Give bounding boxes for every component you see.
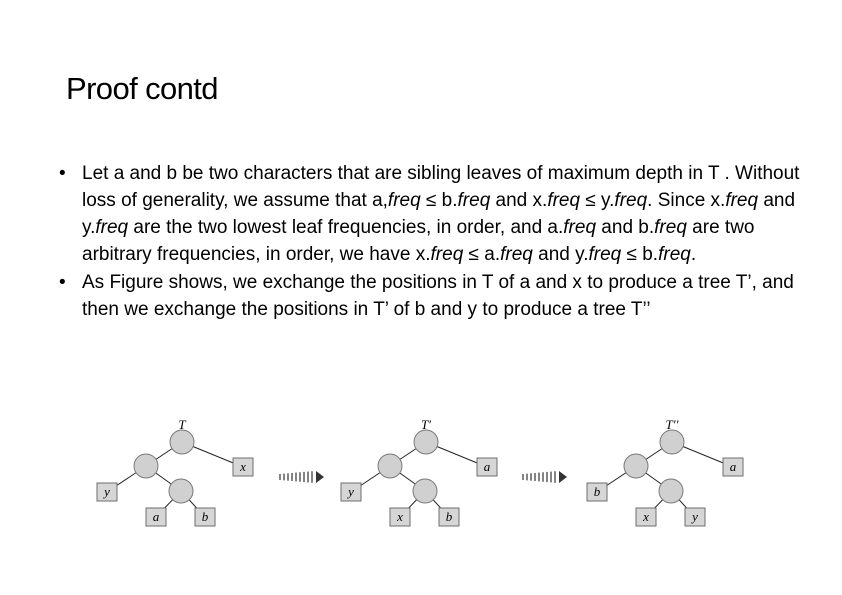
bullet-item-1 — [57, 160, 817, 268]
italic-run: freq — [563, 217, 597, 238]
italic-run: freq — [658, 244, 691, 265]
bullet-dot: • — [59, 272, 66, 293]
tree-name: T′′ — [665, 417, 679, 432]
internal-node — [378, 454, 402, 478]
leaf-label: y — [348, 484, 354, 499]
text-run: Let a and b be two characters that are sibling leaves of maximum depth in T . Without loss of generality, we assume that a, — [82, 163, 800, 211]
internal-node — [134, 454, 158, 478]
text-run: and b. — [596, 217, 655, 238]
internal-node — [659, 479, 683, 503]
text-run: ≤ b. — [621, 244, 659, 265]
text-run: and x. — [490, 190, 548, 211]
text-run: . Since x. — [647, 190, 726, 211]
leaf-label: x — [397, 509, 403, 524]
leaf-label: x — [643, 509, 649, 524]
leaf-label: b — [201, 509, 209, 524]
slide-title: Proof contd — [66, 71, 218, 106]
bullet-list — [57, 160, 817, 324]
leaf-label: x — [240, 459, 246, 474]
text-run: ≤ b. — [420, 190, 458, 211]
leaf-label: b — [445, 509, 453, 524]
italic-run: freq — [588, 244, 622, 265]
bullet-text-2 — [82, 272, 794, 320]
bullet-text-1 — [82, 163, 799, 265]
internal-node — [660, 430, 684, 454]
internal-node — [169, 479, 193, 503]
italic-run: freq — [430, 244, 464, 265]
internal-node — [413, 479, 437, 503]
tree-diagram — [90, 415, 760, 535]
text-run: ≤ a. — [463, 244, 501, 265]
italic-run: freq — [95, 217, 129, 238]
italic-run: freq — [500, 244, 533, 265]
tree-exchange-figure — [90, 415, 760, 535]
tree-name: T′ — [420, 417, 432, 432]
internal-node — [414, 430, 438, 454]
internal-node — [624, 454, 648, 478]
text-run: are the two lowest leaf frequencies, in order, and a. — [128, 217, 564, 238]
leaf-label: a — [729, 459, 737, 474]
internal-node — [170, 430, 194, 454]
tree-name: T — [178, 417, 186, 432]
italic-run: freq — [725, 190, 759, 211]
italic-run: freq — [614, 190, 648, 211]
leaf-label: y — [104, 484, 110, 499]
italic-run: freq — [547, 190, 581, 211]
italic-run: freq — [457, 190, 491, 211]
exchange-arrow-icon — [280, 471, 324, 483]
text-run: and y. — [82, 190, 796, 238]
text-run: As Figure shows, we exchange the positions in T of a and x to produce a tree T’, and then we exchange the positions in T’ of b and y to produce a tree T’’ — [82, 272, 794, 320]
text-run: ≤ y. — [580, 190, 615, 211]
italic-run: freq — [387, 190, 421, 211]
arrow-head — [316, 471, 324, 483]
leaf-label: y — [692, 509, 698, 524]
exchange-arrow-icon — [523, 471, 567, 483]
leaf-label: b — [593, 484, 601, 499]
bullet-item-2 — [57, 269, 817, 323]
text-run: and y. — [532, 244, 589, 265]
leaf-label: a — [483, 459, 491, 474]
arrow-head — [559, 471, 567, 483]
text-run: . — [690, 244, 697, 265]
bullet-dot: • — [59, 163, 66, 184]
leaf-label: a — [152, 509, 160, 524]
text-run: are two arbitrary frequencies, in order, we have x. — [82, 217, 755, 265]
italic-run: freq — [654, 217, 687, 238]
